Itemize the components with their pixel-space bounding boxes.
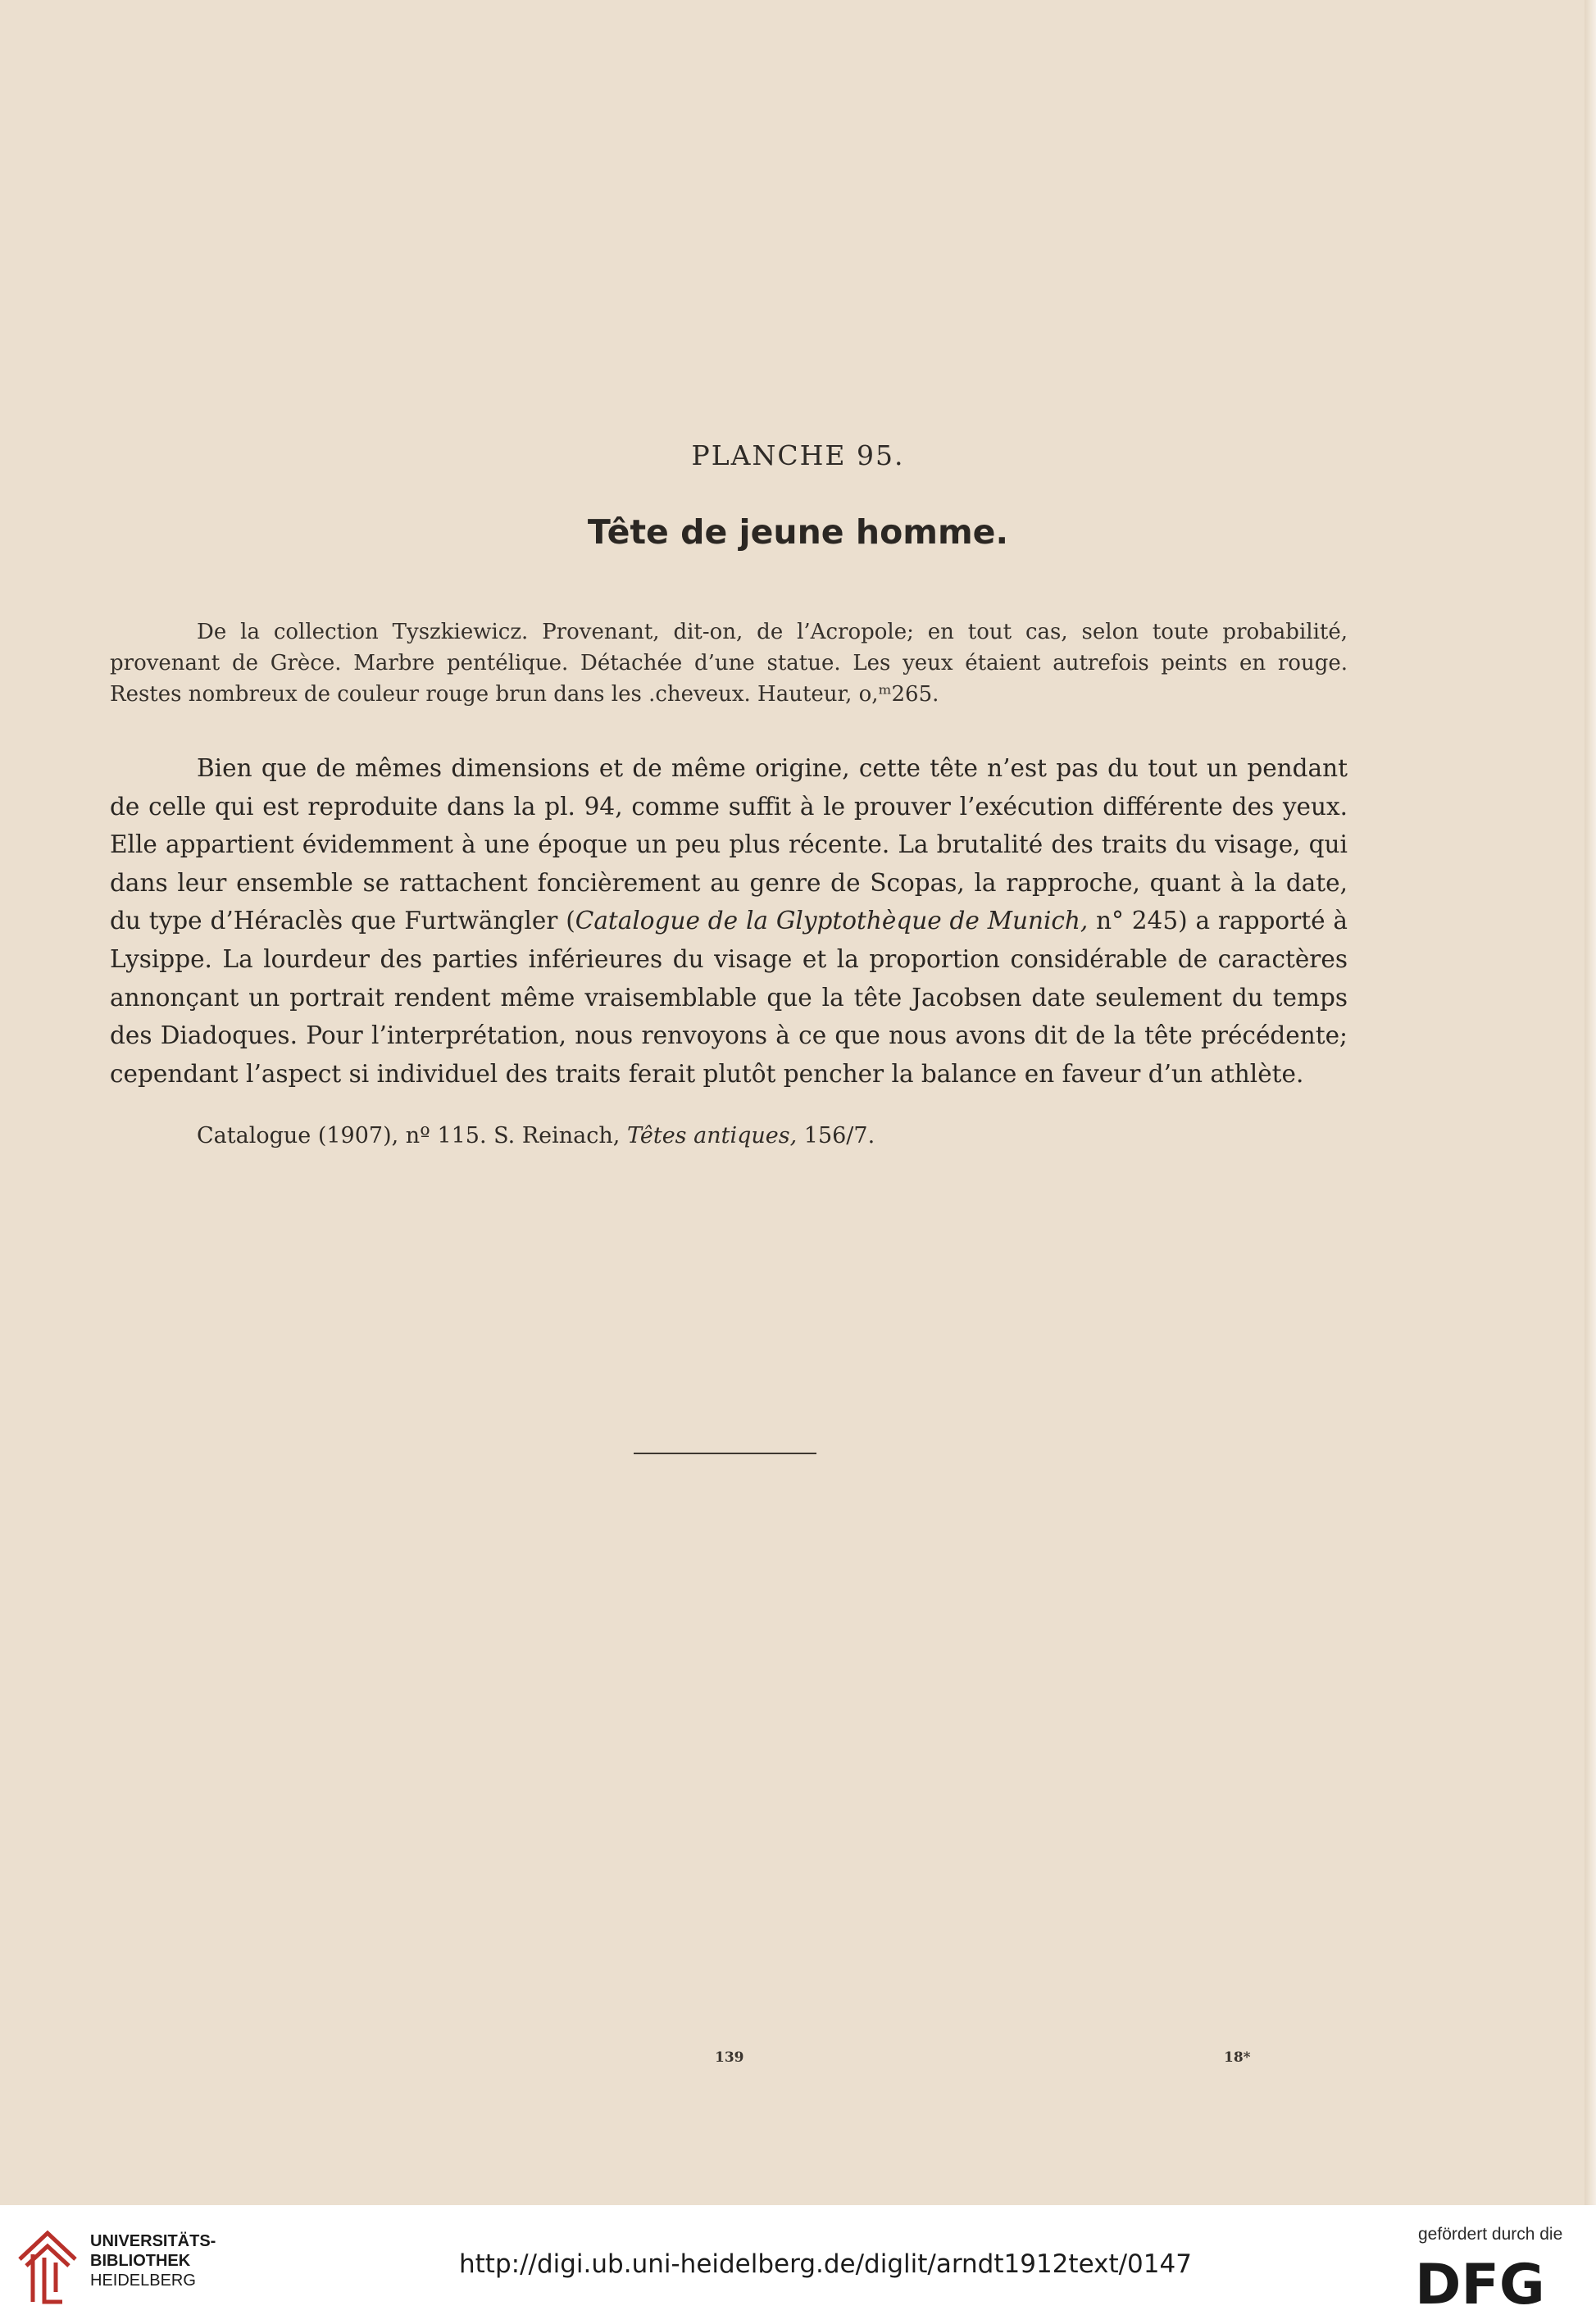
plate-title: Tête de jeune homme. (587, 512, 1009, 552)
body-paragraph (110, 749, 1348, 1093)
body-text-part2: n° 245) a rapporté à Lysippe. La lourdeur des parties inférieures du visage et la proportion considérable de caractères annonçant un portrait rendent même vraisemblable que la tête Jacobsen date seulement du temps des Diadoques. Pour l’interprétation, nous renvoyons à ce que nous avons dit de la tête précédente; cependant l’aspect si individuel des traits ferait plutôt pencher la balance en faveur d’un athlète. (110, 907, 1348, 1088)
body-text-part1: Bien que de mêmes dimensions et de même origine, cette tête n’est pas du tout un pendant de celle qui est reproduite dans la pl. 94, comme suffit à le prouver l’exécution différente des yeux. Elle appartient évidemment à une époque un peu plus récente. La brutalité des traits du visage, qui dans leur ensemble se rattachent foncièrement au genre de Scopas, la rapproche, quant à la date, du type d’Héraclès que Furtwängler ( (110, 754, 1348, 935)
university-library-logo-icon (15, 2226, 82, 2308)
viewer-footer (0, 2205, 1596, 2324)
plate-heading: PLANCHE 95. (691, 439, 905, 471)
page-edge (1585, 0, 1596, 2205)
signature-mark: 18* (1224, 2049, 1251, 2066)
library-name-line2: BIBLIOTHEK (90, 2252, 191, 2270)
section-divider (634, 1453, 816, 1454)
page-number: 139 (715, 2049, 744, 2066)
references-line (197, 1120, 1262, 1153)
references-prefix: Catalogue (1907), nº 115. S. Reinach, (197, 1123, 627, 1148)
library-name (90, 2231, 216, 2290)
dfg-logo-icon (1412, 2253, 1576, 2310)
funded-by-label: gefördert durch die (1418, 2225, 1563, 2244)
dfg-logo-text: DFG (1415, 2253, 1545, 2310)
intro-paragraph: De la collection Tyszkiewicz. Provenant, dit-on, de l’Acropole; en tout cas, selon toute probabilité, provenant de Grèce. Marbre pentélique. Détachée d’une statue. Les yeux étaient autrefois peints en rouge. Restes nombreux de couleur rouge brun dans les .cheveux. Hauteur, o,ᵐ265. (110, 620, 1348, 707)
library-name-line3: HEIDELBERG (90, 2272, 196, 2290)
body-italic-citation: Catalogue de la Glyptothèque de Munich, (575, 907, 1089, 935)
references-italic: Têtes antiques, (626, 1123, 798, 1148)
document-url-link[interactable]: http://digi.ub.uni-heidelberg.de/diglit/arndt1912text/0147 (459, 2249, 1192, 2279)
library-name-line1: UNIVERSITÄTS- (90, 2232, 216, 2250)
references-suffix: 156/7. (797, 1123, 875, 1148)
